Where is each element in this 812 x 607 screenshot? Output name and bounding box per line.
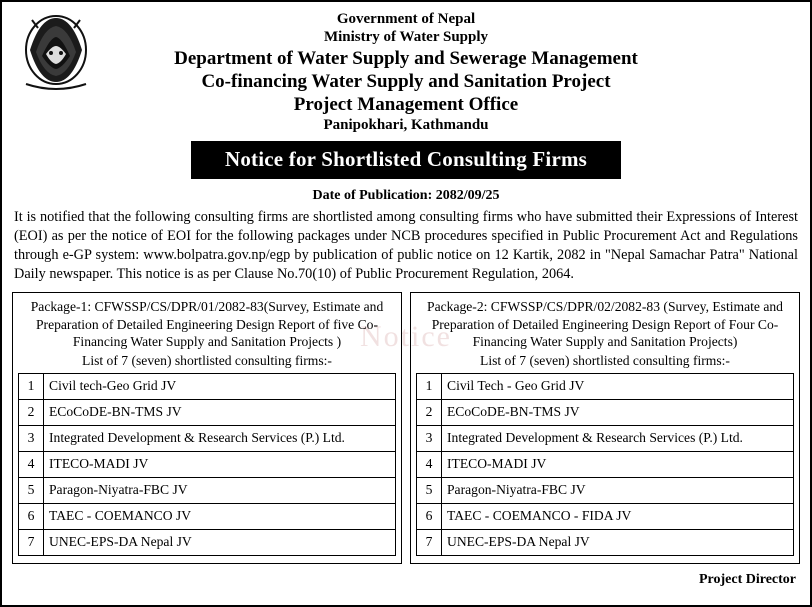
table-row (19, 373, 396, 399)
table-row (19, 425, 396, 451)
row-number: 5 (417, 477, 442, 503)
signatory-label: Project Director (698, 571, 796, 587)
header-project: Co-financing Water Supply and Sanitation Project (201, 70, 611, 92)
row-number: 2 (19, 399, 44, 425)
row-number: 3 (19, 425, 44, 451)
header-address: Panipokhari, Kathmandu (323, 117, 489, 134)
nepal-government-emblem-icon (20, 10, 92, 96)
package-1-firms-table (18, 373, 396, 556)
package-1-subtitle: List of 7 (seven) shortlisted consulting firms:- (82, 352, 332, 368)
document-header (12, 8, 800, 134)
firm-name: Integrated Development & Research Services (P.) Ltd. (442, 425, 794, 451)
firm-name: Civil Tech - Geo Grid JV (442, 373, 794, 399)
table-row (19, 477, 396, 503)
table-row (417, 425, 794, 451)
firm-name: Paragon-Niyatra-FBC JV (44, 477, 396, 503)
notice-banner-wrap (12, 141, 800, 179)
publication-date: Date of Publication: 2082/09/25 (312, 188, 500, 204)
firm-name: Paragon-Niyatra-FBC JV (442, 477, 794, 503)
firm-name: UNEC-EPS-DA Nepal JV (442, 529, 794, 555)
package-2-block (410, 292, 800, 563)
header-office: Project Management Office (293, 93, 519, 115)
header-ministry: Ministry of Water Supply (323, 29, 489, 46)
row-number: 3 (417, 425, 442, 451)
package-1-title: Package-1: CFWSSP/CS/DPR/01/2082-83(Survey, Estimate and Preparation of Detailed Engineering Design Report of five Co- Financing Water Supply and Sanitation Projects ) (30, 299, 384, 350)
row-number: 6 (417, 503, 442, 529)
row-number: 2 (417, 399, 442, 425)
row-number: 1 (19, 373, 44, 399)
firm-name: Integrated Development & Research Services (P.) Ltd. (44, 425, 396, 451)
intro-paragraph: It is notified that the following consulting firms are shortlisted among consulting firms who have submitted their Expressions of Interest (EOI) as per the notice of EOI for the following packages under NCB procedures specified in Public Procurement Act and Regulations through e-GP system: www.bolpatra.gov.np/egp by publication of public notice on 12 Kartik, 2082 in "Nepal Samachar Patra" National Daily newspaper. This notice is as per Clause No.70(10) of Public Procurement Regulation, 2064. (14, 209, 798, 283)
row-number: 7 (19, 529, 44, 555)
package-2-firms-table (416, 373, 794, 556)
table-row (19, 399, 396, 425)
header-government: Government of Nepal (336, 11, 476, 27)
firm-name: TAEC - COEMANCO - FIDA JV (442, 503, 794, 529)
package-2-subtitle: List of 7 (seven) shortlisted consulting firms:- (480, 352, 730, 368)
table-row (417, 373, 794, 399)
row-number: 4 (417, 451, 442, 477)
package-1-block (12, 292, 402, 563)
table-row (19, 451, 396, 477)
row-number: 7 (417, 529, 442, 555)
watermark-text: Notice (360, 320, 452, 353)
row-number: 4 (19, 451, 44, 477)
firm-name: ITECO-MADI JV (44, 451, 396, 477)
row-number: 5 (19, 477, 44, 503)
table-row (19, 503, 396, 529)
firm-name: TAEC - COEMANCO JV (44, 503, 396, 529)
header-department: Department of Water Supply and Sewerage Management (174, 47, 638, 69)
package-2-title: Package-2: CFWSSP/CS/DPR/02/2082-83 (Survey, Estimate and Preparation of Detailed Engineering Design Report of Four Co- Financing Water Supply and Sanitation Projects) (427, 299, 783, 350)
firm-name: ECoCoDE-BN-TMS JV (44, 399, 396, 425)
firm-name: ECoCoDE-BN-TMS JV (442, 399, 794, 425)
notice-banner-title: Notice for Shortlisted Consulting Firms (191, 141, 621, 179)
firm-name: UNEC-EPS-DA Nepal JV (44, 529, 396, 555)
firm-name: Civil tech-Geo Grid JV (44, 373, 396, 399)
table-row (417, 529, 794, 555)
row-number: 1 (417, 373, 442, 399)
table-row (417, 477, 794, 503)
table-row (417, 399, 794, 425)
firm-name: ITECO-MADI JV (442, 451, 794, 477)
table-row (19, 529, 396, 555)
row-number: 6 (19, 503, 44, 529)
table-row (417, 503, 794, 529)
table-row (417, 451, 794, 477)
packages-container (12, 292, 800, 563)
